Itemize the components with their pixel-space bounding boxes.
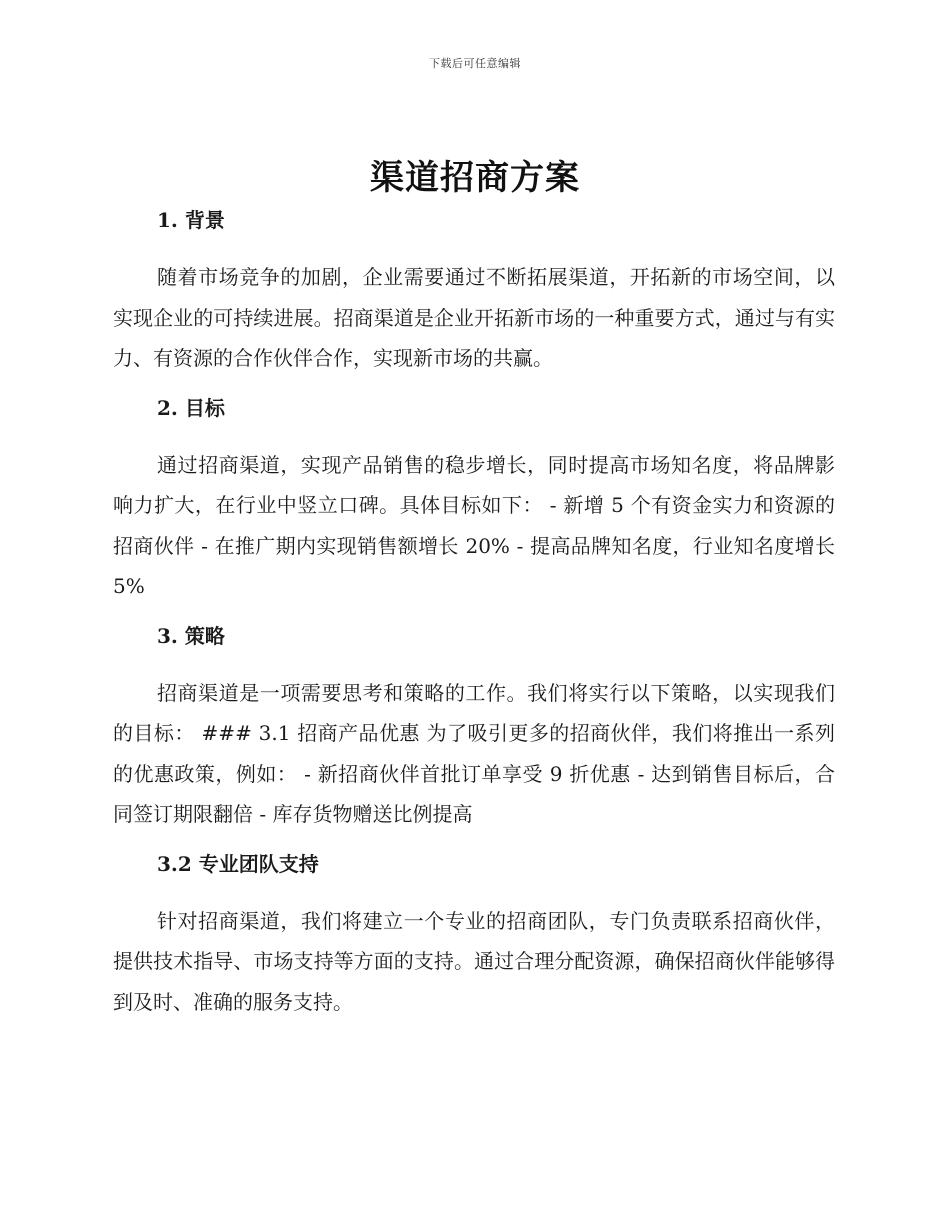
section-paragraph-team-support: 针对招商渠道，我们将建立一个专业的招商团队，专门负责联系招商伙伴，提供技术指导、市场支持等方面的支持。通过合理分配资源，确保招商伙伴能够得到及时、准确的服务支持。 <box>113 908 835 1014</box>
header-note: 下载后可任意编辑 <box>429 57 521 70</box>
document-title: 渠道招商方案 <box>370 158 580 198</box>
section-heading-team-support: 3.2 专业团队支持 <box>157 851 319 876</box>
section-paragraph-background: 随着市场竞争的加剧，企业需要通过不断拓展渠道，开拓新的市场空间，以实现企业的可持续进展。招商渠道是企业开拓新市场的一种重要方式，通过与有实力、有资源的合作伙伴合作，实现新市场的共赢。 <box>113 265 835 370</box>
section-paragraph-goals: 通过招商渠道，实现产品销售的稳步增长，同时提高市场知名度，将品牌影响力扩大，在行业中竖立口碑。具体目标如下： - 新增 5 个有资金实力和资源的招商伙伴 - 在推广期内实现销售额增长 20% - 提高品牌知名度，行业知名度增长 5% <box>113 452 835 598</box>
section-heading-background: 1. 背景 <box>157 208 225 232</box>
section-heading-goals: 2. 目标 <box>157 395 225 420</box>
document-body <box>113 205 835 1022</box>
section-paragraph-strategy: 招商渠道是一项需要思考和策略的工作。我们将实行以下策略，以实现我们的目标： ### 3.1 招商产品优惠 为了吸引更多的招商伙伴，我们将推出一系列的优惠政策，例如： - 新招商伙伴首批订单享受 9 折优惠 - 达到销售目标后，合同签订期限翻倍 - 库存货物赠送比例提高 <box>113 680 835 826</box>
section-heading-strategy: 3. 策略 <box>157 623 225 648</box>
